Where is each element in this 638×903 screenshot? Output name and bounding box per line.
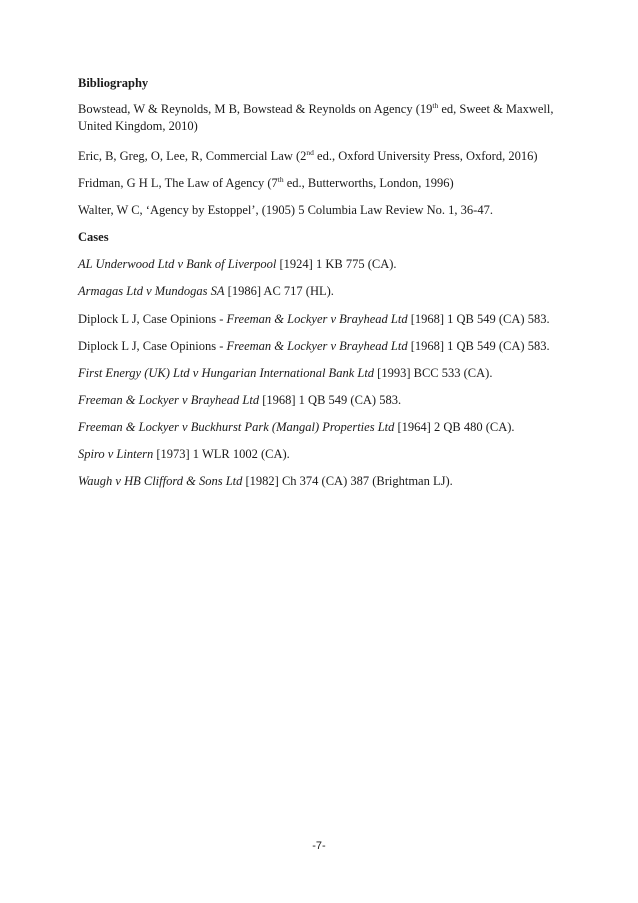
- page-number: -7-: [312, 840, 326, 852]
- entry-superscript: th: [432, 101, 439, 110]
- case-name: AL Underwood Ltd v Bank of Liverpool: [78, 257, 277, 271]
- entry-superscript: th: [277, 175, 284, 184]
- case-citation: [1964] 2 QB 480 (CA).: [394, 420, 515, 434]
- case-name: Freeman & Lockyer v Buckhurst Park (Mangal) Properties Ltd: [78, 420, 395, 434]
- cases-heading: Cases: [78, 230, 109, 244]
- case-name: Freeman & Lockyer v Brayhead Ltd: [226, 339, 408, 353]
- case-citation: [1982] Ch 374 (CA) 387 (Brightman LJ).: [242, 474, 453, 488]
- entry-text: Eric, B, Greg, O, Lee, R, Commercial Law (2: [78, 149, 307, 163]
- bibliography-entry: [78, 101, 578, 135]
- case-entry: [78, 256, 578, 273]
- case-citation: [1968] 1 QB 549 (CA) 583.: [407, 339, 550, 353]
- case-citation: [1973] 1 WLR 1002 (CA).: [153, 447, 290, 461]
- case-entry: [78, 311, 578, 328]
- case-name: First Energy (UK) Ltd v Hungarian International Bank Ltd: [78, 366, 375, 380]
- case-citation: [1993] BCC 533 (CA).: [374, 366, 493, 380]
- entry-text: ed., Oxford University Press, Oxford, 2016): [313, 149, 538, 163]
- case-citation: [1924] 1 KB 775 (CA).: [276, 257, 397, 271]
- case-name: Spiro v Lintern: [78, 447, 154, 461]
- entry-text: ed., Butterworths, London, 1996): [283, 176, 454, 190]
- bibliography-entry: [78, 148, 578, 165]
- case-entry: [78, 365, 578, 382]
- case-citation: [1986] AC 717 (HL).: [224, 284, 334, 298]
- case-citation: [1968] 1 QB 549 (CA) 583.: [259, 393, 402, 407]
- entry-superscript: nd: [306, 148, 314, 157]
- case-citation: [1968] 1 QB 549 (CA) 583.: [407, 312, 550, 326]
- case-prefix: Diplock L J, Case Opinions -: [78, 312, 227, 326]
- case-entry: [78, 283, 578, 300]
- case-entry: [78, 419, 578, 436]
- entry-text: ed, Sweet & Maxwell, United Kingdom, 2010): [78, 102, 554, 133]
- case-entry: [78, 446, 578, 463]
- case-name: Freeman & Lockyer v Brayhead Ltd: [78, 393, 260, 407]
- bibliography-heading: Bibliography: [78, 76, 149, 90]
- case-entry: [78, 473, 578, 490]
- case-prefix: Diplock L J, Case Opinions -: [78, 339, 227, 353]
- bibliography-entry: Walter, W C, ‘Agency by Estoppel’, (1905) 5 Columbia Law Review No. 1, 36-47.: [78, 203, 493, 217]
- case-name: Waugh v HB Clifford & Sons Ltd: [78, 474, 243, 488]
- entry-text: Bowstead, W & Reynolds, M B, Bowstead & Reynolds on Agency (19: [78, 102, 433, 116]
- case-name: Armagas Ltd v Mundogas SA: [78, 284, 225, 298]
- entry-text: Fridman, G H L, The Law of Agency (7: [78, 176, 278, 190]
- bibliography-entry: [78, 175, 578, 192]
- case-name: Freeman & Lockyer v Brayhead Ltd: [226, 312, 408, 326]
- case-entry: [78, 338, 578, 355]
- case-entry: [78, 392, 578, 409]
